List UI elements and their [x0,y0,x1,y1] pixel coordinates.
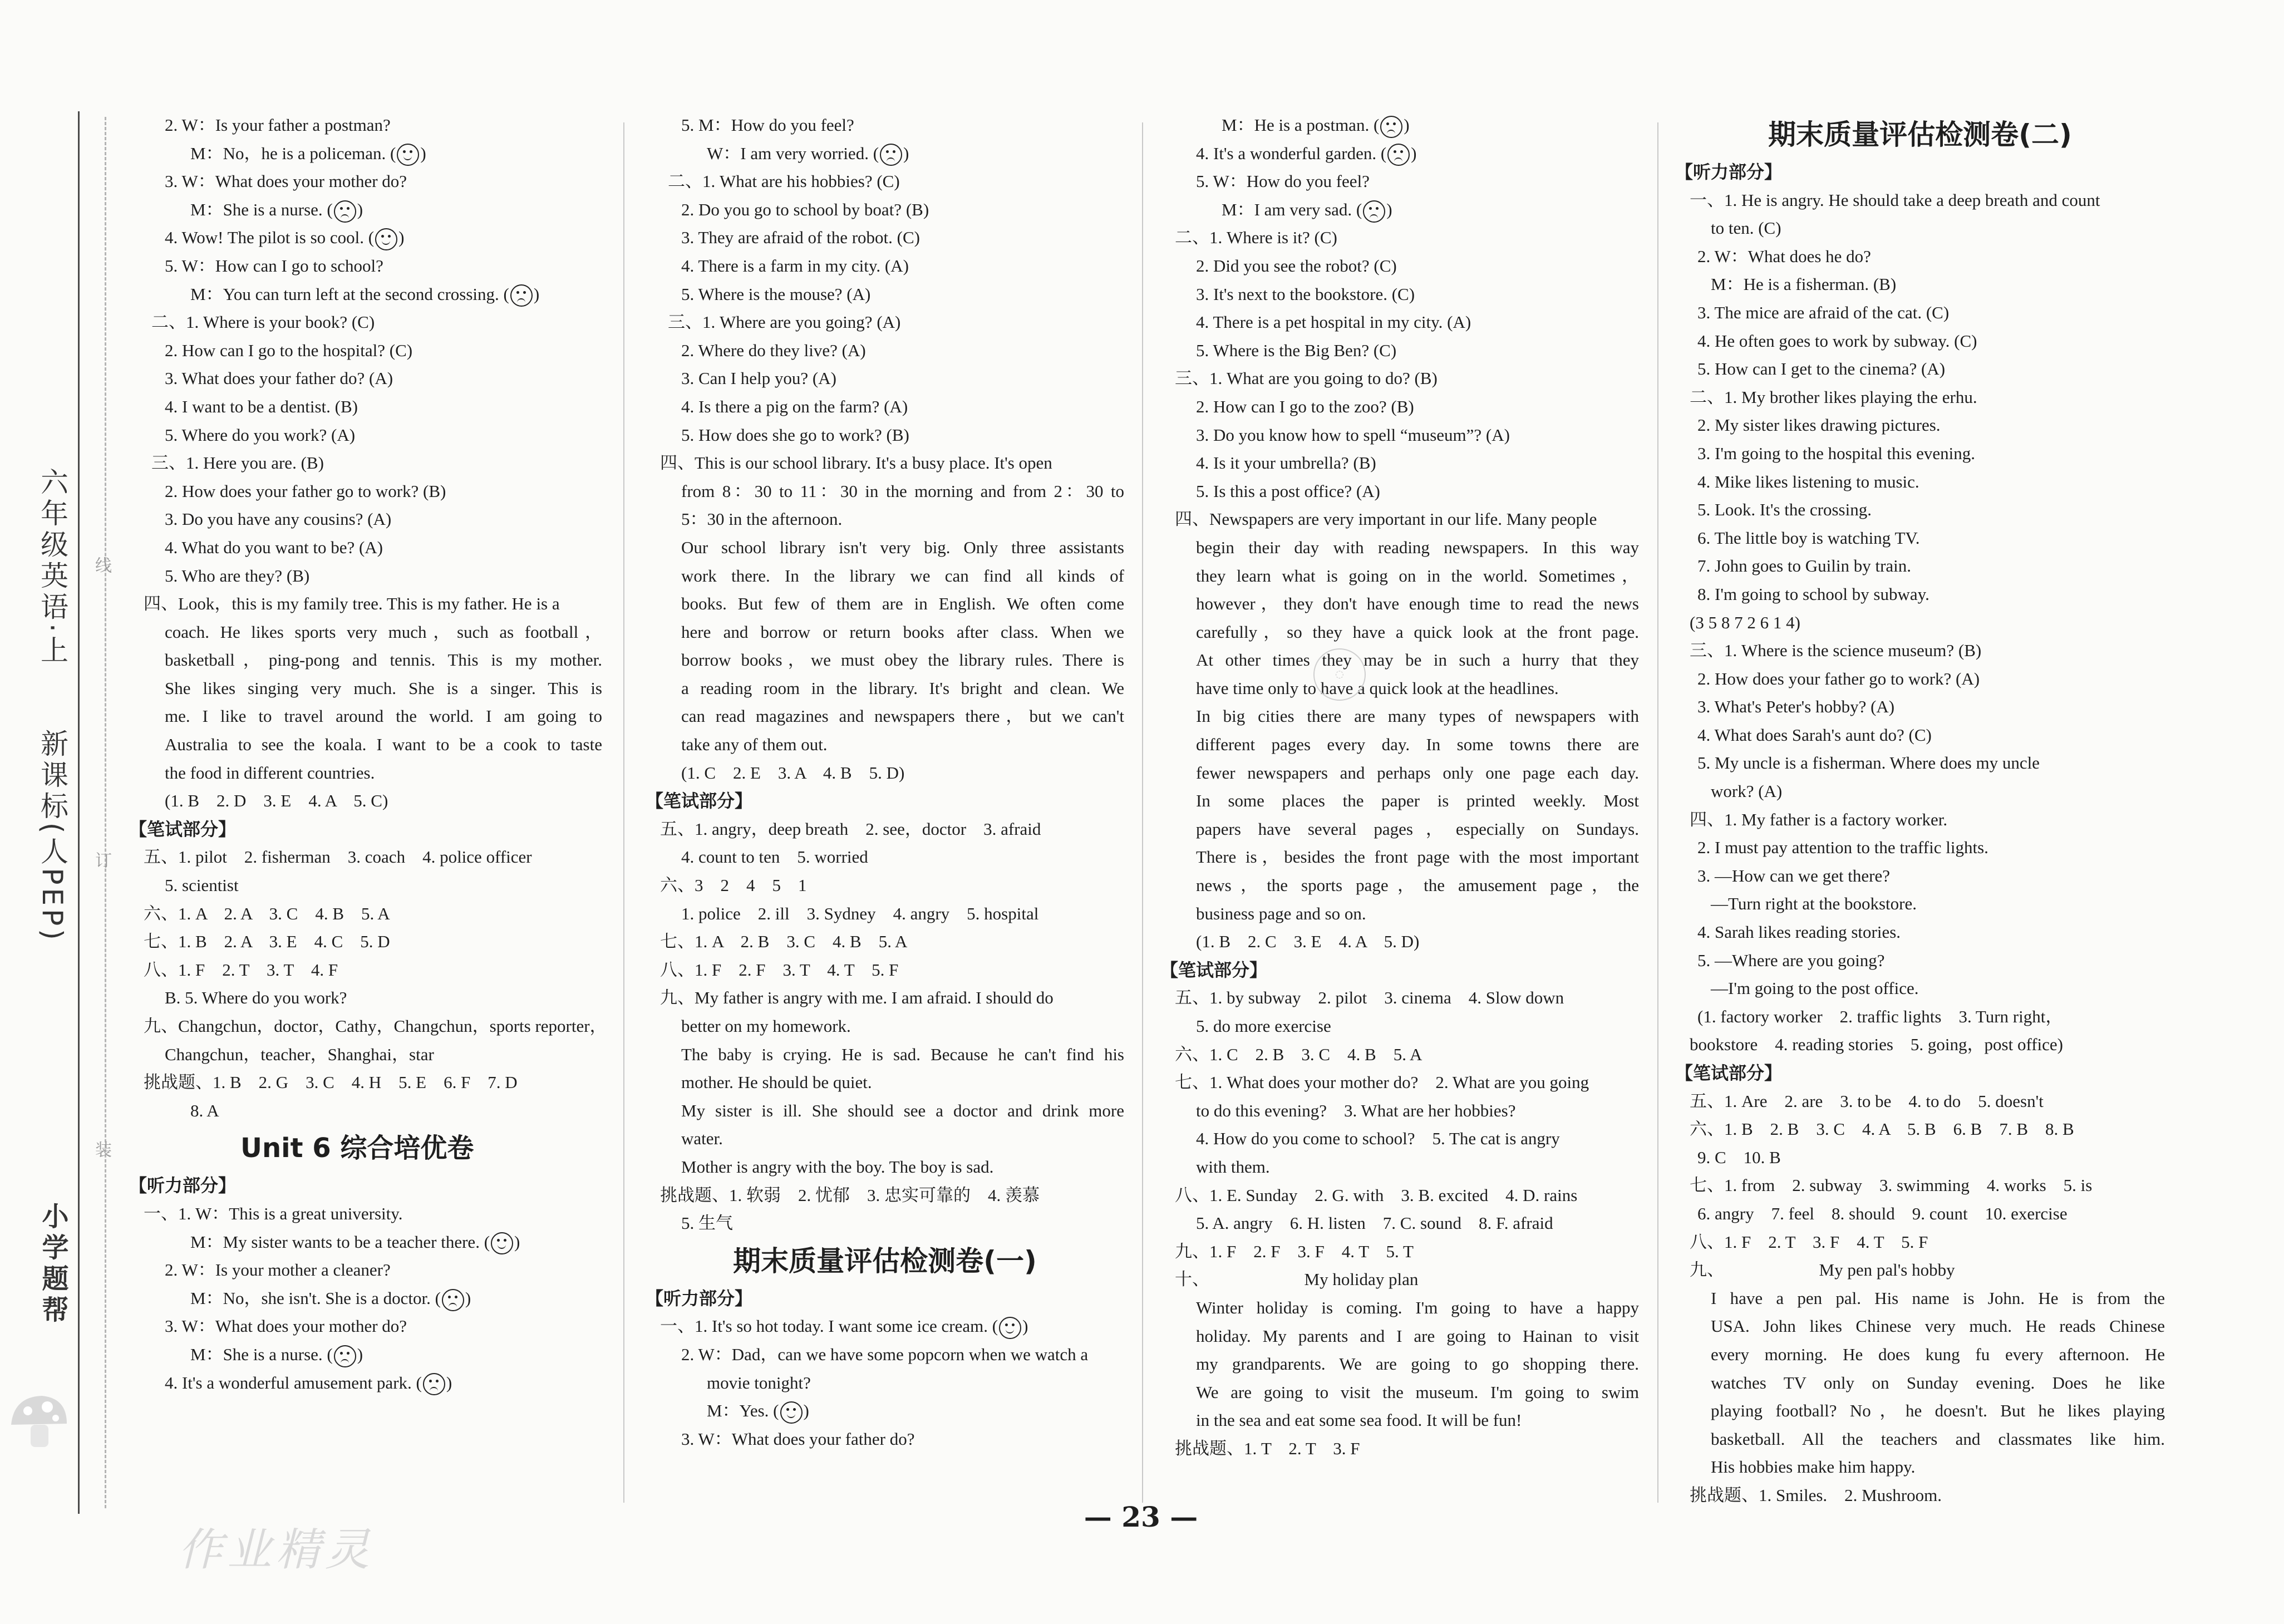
sad-face-icon [1387,144,1410,166]
answer-line: watches TV only on Sunday evening. Does he like [1711,1372,2165,1392]
answer-line: begin their day with reading newspapers. In this way [1196,537,1639,557]
answer-line: news，the sports page，the amusement page，the [1196,875,1639,895]
sad-face-icon [1363,200,1385,223]
answer-line: 八、1. E. Sunday 2. G. with 3. B. excited 4. D. rains [1175,1185,1578,1205]
column-divider [1657,122,1658,1503]
answer-line: 4. count to ten 5. worried [681,847,868,867]
answer-line [129,1228,602,1257]
answer-line: 2. Did you see the robot? (C) [1196,255,1397,275]
sad-face-icon [334,200,356,223]
answer-line: have time only to have a quick look at the headlines. [1196,678,1559,698]
answer-line [129,1341,602,1369]
answer-text: ) [1404,115,1410,135]
answer-line: 2. I must pay attention to the traffic lights. [1697,838,1988,858]
answer-line: 九、My father is angry with me. I am afraid. I should do [660,988,1054,1008]
answer-line: holiday. My parents and I are going to Hainan to visit [1196,1326,1639,1346]
answer-line: work? (A) [1711,781,1783,801]
answer-line: can read magazines and newspapers there，but we can't [681,706,1124,726]
answer-text: M：He is a postman. ( [1222,115,1380,135]
answer-line: 四、1. My father is a factory worker. [1690,809,1948,829]
answer-text: ) [1022,1316,1028,1336]
answer-line: 挑战题、1. Smiles. 2. Mushroom. [1690,1485,1942,1505]
answer-line: Our school library isn't very big. Only three assistants [681,537,1124,557]
answer-line [646,1397,1124,1425]
answer-line: basketball，ping-pong and tennis. This is my mother. [165,650,602,670]
answer-line: better on my homework. [681,1016,851,1036]
answer-text: ) [533,284,540,304]
answer-line: 6. The little boy is watching TV. [1697,528,1920,548]
answer-line: 八、1. F 2. T 3. F 4. T 5. F [1690,1232,1928,1252]
answer-line: There is，besides the front page with the most important [1196,847,1639,867]
answer-line: 3. The mice are afraid of the cat. (C) [1697,302,1950,322]
brand-name: 小学题帮 [37,1202,68,1327]
answer-line: 三、1. Where is the science museum? (B) [1690,641,1982,661]
answer-column-1 [129,111,607,1397]
answer-line: 挑战题、1. 软弱 2. 忧郁 3. 忠实可靠的 4. 羡慕 [660,1185,1040,1205]
answer-line: 5. 生气 [681,1213,733,1233]
answer-line: work there. In the library we can find all kinds of [681,565,1124,585]
answer-line: 5. Is this a post office? (A) [1196,481,1380,501]
answer-line: take any of them out. [681,735,828,755]
answer-text: ) [357,199,363,219]
page-number: — 23 — [1084,1500,1198,1533]
answer-text: M：No，he is a policeman. ( [190,143,396,163]
answer-line: 挑战题、1. T 2. T 3. F [1175,1438,1360,1458]
answer-text: ) [1386,199,1392,219]
answer-line: She likes singing very much. She is a singer. This is [165,678,602,698]
answer-line: 二、1. Where is it? (C) [1175,228,1337,248]
answer-line: 4. Sarah likes reading stories. [1697,922,1901,942]
answer-text: M：Yes. ( [707,1401,779,1421]
answer-text: M：She is a nurse. ( [190,1344,333,1364]
answer-line: movie tonight? [707,1372,811,1392]
answer-line: 七、1. from 2. subway 3. swimming 4. works 5. is [1690,1175,2093,1195]
answer-line: (1. factory worker 2. traffic lights 3. Turn right， [1697,1006,2063,1026]
answer-line: however，they don't have enough time to read the news [1196,594,1639,614]
answer-line: 7. John goes to Guilin by train. [1697,556,1912,576]
part-label: 【笔试部分】 [1160,959,1268,981]
answer-text: ) [465,1288,471,1308]
answer-line: 三、1. Where are you going? (A) [668,312,901,332]
answer-text: ) [398,228,405,248]
answer-text: M：She is a nurse. ( [190,199,333,219]
answer-line: 2. How does your father go to work? (A) [1697,668,1980,688]
answer-line: to ten. (C) [1711,218,1781,238]
answer-text: W：I am very worried. ( [707,143,879,163]
answer-line: USA. John likes Chinese very much. He reads Chinese [1711,1316,2165,1336]
answer-text: 一、1. It's so hot today. I want some ice cream. ( [660,1316,998,1336]
binding-mark: 订 [92,852,111,868]
answer-line: basketball. All the teachers and classmates like him. [1711,1429,2165,1449]
answer-line: 九、1. F 2. F 3. F 4. T 5. T [1175,1241,1414,1261]
binding-mark: 装 [92,1141,111,1158]
answer-line: We are going to visit the museum. I'm going to swim [1196,1382,1639,1402]
smiley-face-icon [780,1401,803,1424]
smiley-face-icon [375,228,397,250]
answer-line: 六、1. A 2. A 3. C 4. B 5. A [144,903,390,923]
answer-line: 5. do more exercise [1196,1016,1331,1036]
answer-line: 七、1. B 2. A 3. E 4. C 5. D [144,932,390,952]
answer-line: business page and so on. [1196,903,1366,923]
answer-text: M：My sister wants to be a teacher there. ( [190,1232,490,1252]
answer-line: 2. W：Dad，can we have some popcorn when we watch a [681,1344,1089,1364]
answer-line: papers have several pages，especially on Sundays. [1196,819,1639,839]
answer-line: different pages every day. In some towns there are [1196,735,1639,755]
answer-line: In big cities there are many types of newspapers with [1196,706,1639,726]
answer-line: 六、1. C 2. B 3. C 4. B 5. A [1175,1044,1422,1064]
answer-line: from 8：30 to 11：30 in the morning and from 2：30 to [681,481,1124,501]
answer-line: borrow books，we must obey the library rules. There is [681,650,1124,670]
answer-line: here and borrow or return books after class. When we [681,622,1124,642]
answer-line: 3. W：What does your mother do? [165,1316,407,1336]
answer-line: books. But few of them are in English. We often come [681,594,1124,614]
answer-line [1160,111,1639,140]
answer-line [129,196,602,224]
answer-line: 2. My sister likes drawing pictures. [1697,415,1941,435]
answer-line: 四、This is our school library. It's a busy place. It's open [660,453,1052,473]
answer-line: In some places the paper is printed weekly. Most [1196,791,1639,811]
answer-line [1160,140,1639,168]
answer-line: 一、1. W：This is a great university. [144,1203,403,1223]
answer-line: a reading room in the library. It's bright and clean. We [681,678,1124,698]
sad-face-icon [334,1345,356,1367]
answer-line: 5. scientist [165,875,239,895]
part-label: 【听力部分】 [646,1287,753,1309]
answer-line: 4. What do you want to be? (A) [165,537,383,557]
answer-line: 3. W：What does your mother do? [165,171,407,191]
answer-line: 5. How does she go to work? (B) [681,425,909,445]
answer-line: 3. Do you have any cousins? (A) [165,509,392,529]
answer-line [129,224,602,252]
answer-line: 3. They are afraid of the robot. (C) [681,228,920,248]
answer-text: ) [446,1372,452,1392]
answer-line: 3. What's Peter's hobby? (A) [1697,697,1895,717]
answer-line [129,1369,602,1397]
answer-line: 3. W：What does your father do? [681,1429,915,1449]
part-label: 【笔试部分】 [1675,1062,1783,1084]
answer-line: 一、1. He is angry. He should take a deep breath and count [1690,190,2100,210]
answer-line: mother. He should be quiet. [681,1072,872,1092]
watermark: 作业精灵 [178,1524,374,1576]
answer-line: 3. It's next to the bookstore. (C) [1196,284,1415,304]
answer-line: 4. How do you come to school? 5. The cat is angry [1196,1129,1560,1149]
answer-line: in the sea and eat some sea food. It will be fun! [1196,1410,1522,1430]
answer-line: B. 5. Where do you work? [165,988,347,1008]
sad-face-icon [880,144,902,166]
answer-line [1160,196,1639,224]
answer-line: M：He is a fisherman. (B) [1711,274,1897,294]
section-heading: 期末质量评估检测卷(二) [1768,119,2072,151]
answer-text: M：I am very sad. ( [1222,199,1362,219]
part-label: 【笔试部分】 [129,818,237,840]
answer-line: (1. B 2. D 3. E 4. A 5. C) [165,791,388,811]
answer-text: ) [357,1344,363,1364]
answer-line: Winter holiday is coming. I'm going to have a happy [1196,1297,1639,1317]
answer-line: 八、1. F 2. F 3. T 4. T 5. F [660,959,899,980]
answer-line: me. I like to travel around the world. I am going to [165,706,602,726]
answer-line: 十、 My holiday plan [1175,1269,1419,1290]
binding-spine [0,0,111,1624]
answer-line: 4. Mike likes listening to music. [1697,471,1919,491]
answer-line: 2. How can I go to the zoo? (B) [1196,396,1414,416]
answer-line: 九、Changchun，doctor，Cathy，Changchun，sports reporter， [144,1016,607,1036]
unit-heading [129,1128,602,1168]
answer-line: 2. Where do they live? (A) [681,340,866,360]
answer-line: 5：30 in the afternoon. [681,509,843,529]
answer-line: playing football? No，he doesn't. But he likes playing [1711,1401,2165,1421]
answer-line: 4. He often goes to work by subway. (C) [1697,331,1977,351]
answer-line: 4. There is a farm in my city. (A) [681,255,909,275]
answer-line: 五、1. by subway 2. pilot 3. cinema 4. Slow down [1175,988,1564,1008]
answer-line: with them. [1196,1157,1270,1177]
answer-line: 3. I'm going to the hospital this evening. [1697,443,1975,463]
unit-heading-text: Unit 6 综合培优卷 [240,1133,474,1164]
answer-column-3 [1160,111,1639,1463]
answer-line: 5. Where do you work? (A) [165,425,356,445]
part-label: 【听力部分】 [129,1175,237,1197]
spine-rule [78,111,80,1514]
answer-line: 八、1. F 2. T 3. T 4. F [144,959,338,980]
answer-line: 5. Look. It's the crossing. [1697,500,1872,520]
answer-column-2 [646,111,1124,1453]
answer-line: 5. W：How can I go to school? [165,255,383,275]
sad-face-icon [510,284,533,307]
answer-line: 4. I want to be a dentist. (B) [165,396,358,416]
answer-line: 二、1. Where is your book? (C) [151,312,375,332]
answer-line: 3. What does your father do? (A) [165,368,393,388]
answer-column-4 [1675,111,2165,1510]
answer-line [129,1285,602,1313]
answer-line: (1. C 2. E 3. A 4. B 5. D) [681,762,905,783]
answer-line: 5. Where is the mouse? (A) [681,284,871,304]
answer-line [646,1312,1124,1341]
answer-line [129,140,602,168]
answer-text: 4. Wow! The pilot is so cool. ( [165,228,375,248]
answer-line: My sister is ill. She should see a doctor and drink more [681,1100,1124,1120]
answer-line: 4. What does Sarah's aunt do? (C) [1697,725,1932,745]
smiley-face-icon [397,144,419,166]
answer-line: I have a pen pal. His name is John. He is from the [1711,1288,2165,1308]
answer-line: my grandparents. We are going to go shopping there. [1196,1354,1639,1374]
answer-line: Australia to see the koala. I want to be a cook to taste [165,735,602,755]
answer-line: —Turn right at the bookstore. [1711,894,1917,914]
stamp-icon: ◌ [1313,648,1366,701]
answer-line: 二、1. What are his hobbies? (C) [668,171,900,191]
sad-face-icon [1380,116,1402,138]
mushroom-logo-icon [8,1391,70,1453]
binding-mark: 线 [92,557,111,573]
column-divider [1142,122,1143,1503]
answer-text: ) [1411,143,1417,163]
answer-text: M：You can turn left at the second crossing. ( [190,284,509,304]
answer-line: 3. Do you know how to spell “museum”? (A) [1196,425,1510,445]
answer-line: 四、Newspapers are very important in our life. Many people [1175,509,1597,529]
answer-text: 4. It's a wonderful garden. ( [1196,143,1387,163]
answer-line: 5. How can I get to the cinema? (A) [1697,359,1946,379]
column-divider [623,122,624,1503]
answer-line: 三、1. What are you going to do? (B) [1175,368,1438,388]
answer-line: 5. —Where are you going? [1697,950,1885,970]
answer-line: 2. W：Is your father a postman? [165,115,391,135]
answer-line: 五、1. Are 2. are 3. to be 4. to do 5. doesn't [1690,1091,2044,1111]
answer-line: to do this evening? 3. What are her hobbies? [1196,1100,1516,1120]
answer-line: At other times they may be in such a hurry that they [1196,650,1639,670]
sad-face-icon [442,1289,464,1311]
answer-line: 9. C 10. B [1697,1147,1781,1167]
answer-line: 二、1. My brother likes playing the erhu. [1690,387,1977,407]
smiley-face-icon [491,1232,513,1254]
answer-line: 六、1. B 2. B 3. C 4. A 5. B 6. B 7. B 8. B [1690,1119,2074,1139]
answer-line: they learn what is going on in the world. Sometimes， [1196,565,1639,585]
answer-line: 6. angry 7. feel 8. should 9. count 10. exercise [1697,1203,2068,1223]
answer-line: 2. W：Is your mother a cleaner? [165,1260,391,1280]
answer-line: 九、 My pen pal's hobby [1690,1260,1955,1280]
answer-line: 五、1. angry，deep breath 2. see，doctor 3. afraid [660,819,1041,839]
answer-text: ) [903,143,909,163]
answer-line: —I'm going to the post office. [1711,978,1919,998]
answer-line [646,140,1124,168]
sad-face-icon [423,1373,445,1395]
part-label: 【听力部分】 [1675,161,1783,183]
answer-line: carefully，so they have a quick look at the front page. [1196,622,1639,642]
part-label: 【笔试部分】 [646,790,753,812]
answer-line: 5. W：How do you feel? [1196,171,1370,191]
answer-line: 5. A. angry 6. H. listen 7. C. sound 8. F. afraid [1196,1213,1553,1233]
answer-line: 挑战题、1. B 2. G 3. C 4. H 5. E 6. F 7. D [144,1072,518,1092]
answer-line: 六、3 2 4 5 1 [660,875,807,895]
answer-line: 4. Is there a pig on the farm? (A) [681,396,908,416]
answer-line: 3. Can I help you? (A) [681,368,836,388]
answer-line: Mother is angry with the boy. The boy is sad. [681,1157,994,1177]
answer-line: 8. A [190,1100,219,1120]
answer-line: (1. B 2. C 3. E 4. A 5. D) [1196,932,1420,952]
answer-line: water. [681,1129,723,1149]
section-heading: 期末质量评估检测卷(一) [733,1244,1037,1277]
answer-line: (3 5 8 7 2 6 1 4) [1690,612,1800,632]
answer-text: 4. It's a wonderful amusement park. ( [165,1372,422,1392]
answer-line: coach. He likes sports very much，such as football， [165,622,602,642]
cut-line [105,117,106,1508]
answer-line: 1. police 2. ill 3. Sydney 4. angry 5. hospital [681,903,1039,923]
answer-line: 2. How does your father go to work? (B) [165,481,446,501]
answer-text: ) [420,143,426,163]
answer-line: 4. There is a pet hospital in my city. (A) [1196,312,1471,332]
answer-line: 5. Who are they? (B) [165,565,310,585]
answer-line: 2. How can I go to the hospital? (C) [165,340,413,360]
answer-line: 5. M：How do you feel? [681,115,854,135]
smiley-face-icon [999,1317,1021,1339]
answer-line: 七、1. What does your mother do? 2. What are you going [1175,1072,1589,1092]
answer-line: 三、1. Here you are. (B) [151,453,324,473]
answer-line [129,280,602,309]
answer-text: M：No，she isn't. She is a doctor. ( [190,1288,441,1308]
answer-line: every morning. He does kung fu every afternoon. He [1711,1344,2165,1364]
answer-line: His hobbies make him happy. [1711,1457,1916,1477]
answer-line: the food in different countries. [165,762,375,783]
answer-line: 8. I'm going to school by subway. [1697,584,1929,604]
answer-line: 4. Is it your umbrella? (B) [1196,453,1376,473]
answer-line: fewer newspapers and perhaps only one page each day. [1196,762,1639,783]
answer-line: bookstore 4. reading stories 5. going，post office) [1690,1035,2063,1055]
answer-line: 四、Look，this is my family tree. This is my father. He is a [144,594,560,614]
answer-line: Changchun，teacher，Shanghai，star [165,1044,434,1064]
answer-text: ) [514,1232,520,1252]
answer-line: 2. Do you go to school by boat? (B) [681,199,929,219]
answer-line: 5. My uncle is a fisherman. Where does my uncle [1697,753,2040,773]
answer-line: 3. —How can we get there? [1697,865,1891,885]
answer-line: 五、1. pilot 2. fisherman 3. coach 4. police officer [144,847,532,867]
book-title: 六年级英语·上 新课标(人PEP) [36,467,68,943]
answer-text: ) [803,1401,809,1421]
answer-line: 2. W：What does he do? [1697,246,1871,266]
answer-line: 5. Where is the Big Ben? (C) [1196,340,1397,360]
answer-line: The baby is crying. He is sad. Because he can't find his [681,1044,1124,1064]
answer-line: 七、1. A 2. B 3. C 4. B 5. A [660,932,908,952]
